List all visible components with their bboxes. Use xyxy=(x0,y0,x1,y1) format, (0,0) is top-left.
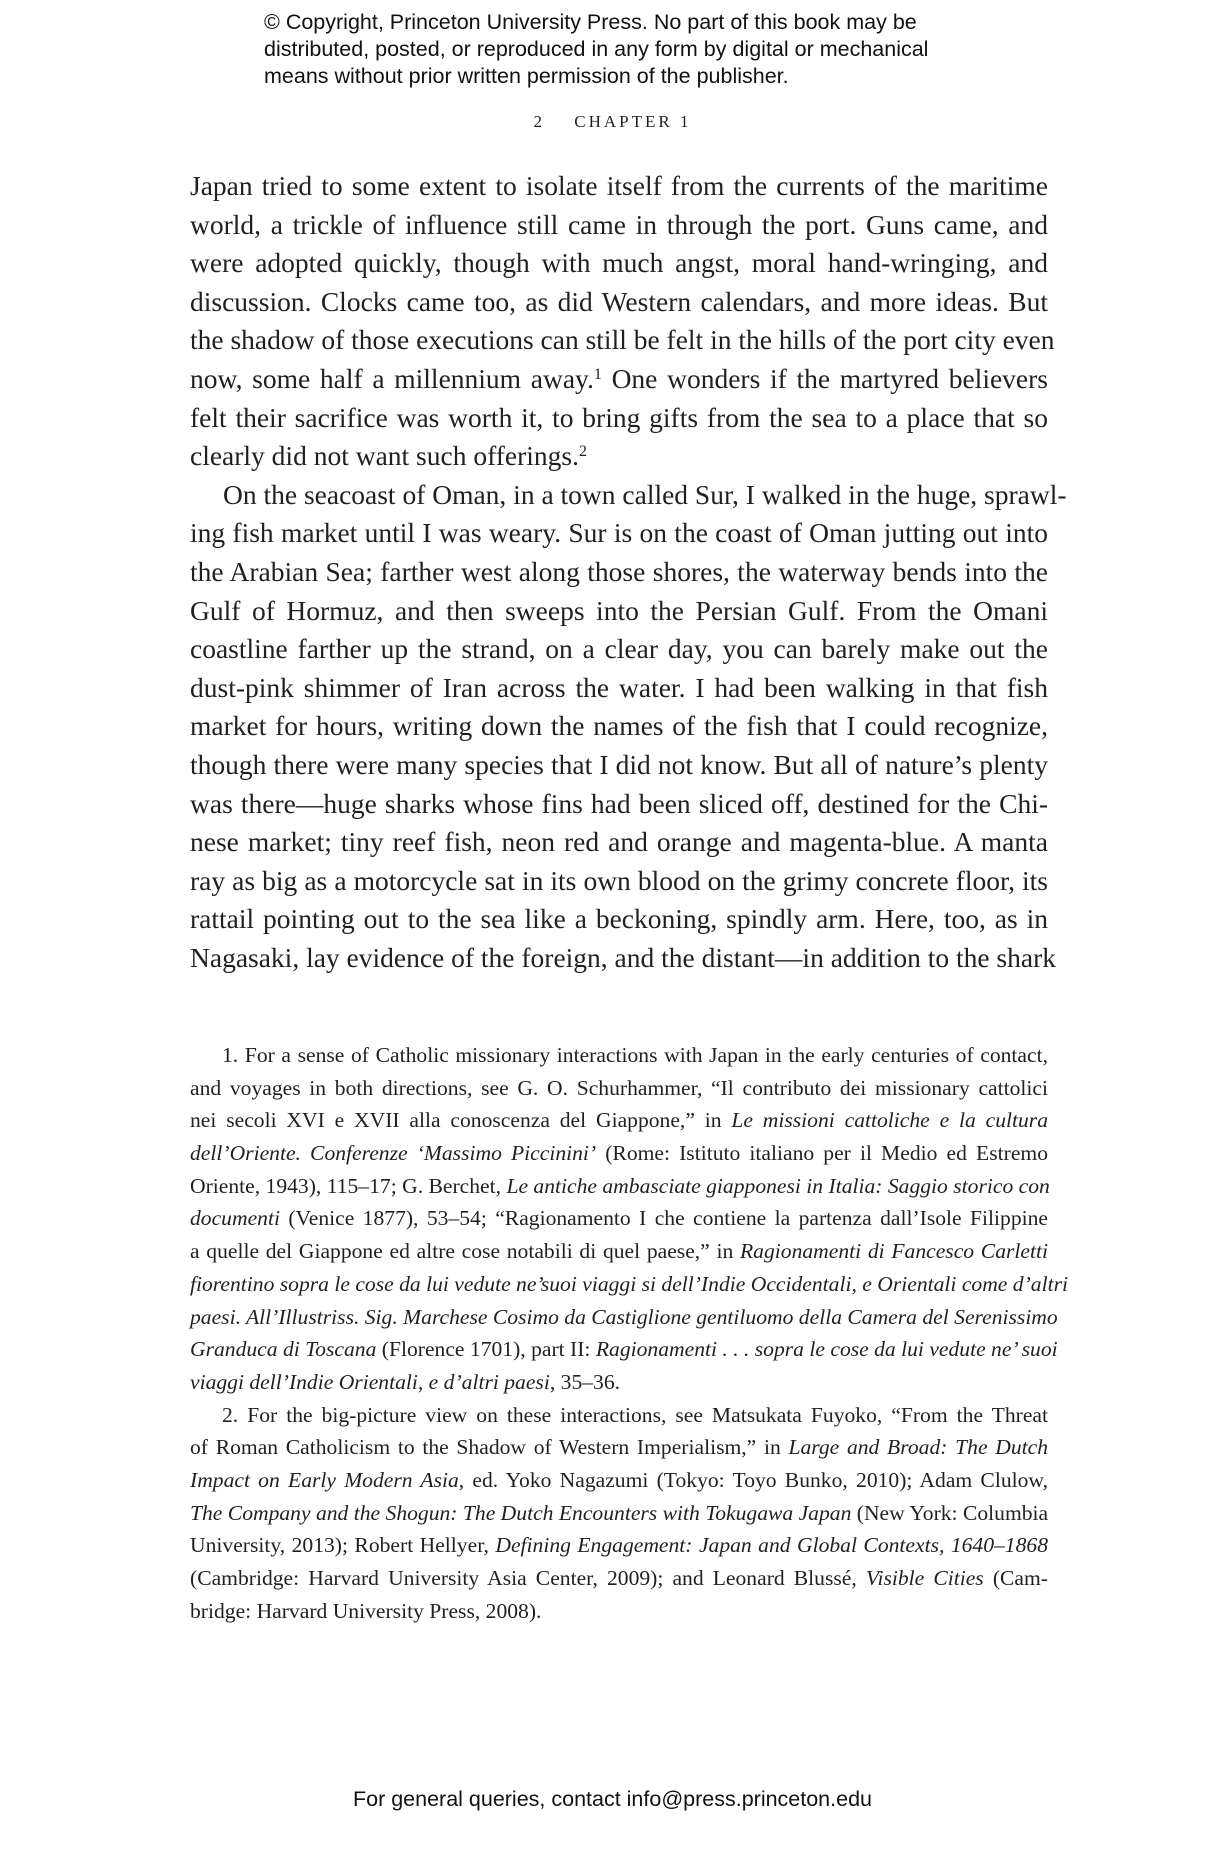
note-title: Granduca di Toscana xyxy=(190,1337,377,1362)
note-line xyxy=(190,1104,1048,1137)
chapter-label: CHAPTER 1 xyxy=(574,112,692,131)
text-line: was there—huge sharks whose fins had been sliced off, destined for the Chi- xyxy=(190,787,1048,819)
note-title: Visible Cities xyxy=(865,1566,984,1590)
footnote-ref-1[interactable]: 1 xyxy=(593,366,602,384)
note-line xyxy=(190,1333,1058,1366)
footnote-ref-2[interactable]: 2 xyxy=(578,443,587,461)
text-segment: clearly did not want such offerings. xyxy=(190,440,579,472)
text-line: dust-pink shimmer of Iran across the water. I had been walking in that fish xyxy=(190,671,1048,703)
note-line xyxy=(190,1529,1048,1562)
main-text xyxy=(190,167,1067,977)
note-segment: (Cam- xyxy=(983,1566,1048,1590)
note-segment: of Roman Catholicism to the Shadow of Western Imperialism,” in xyxy=(190,1435,789,1460)
note-segment: (New York: Columbia xyxy=(851,1500,1049,1525)
note-line: and voyages in both directions, see G. O. Schurhammer, “Il contributo dei missionary cattolici xyxy=(190,1075,1048,1100)
text-line: ing fish market until I was weary. Sur is on the coast of Oman jutting out into xyxy=(190,517,1048,549)
text-line: Gulf of Hormuz, and then sweeps into the Persian Gulf. From the Omani xyxy=(190,594,1048,626)
paragraph-1 xyxy=(190,167,1055,476)
footnotes xyxy=(190,1039,1068,1627)
text-line: Nagasaki, lay evidence of the foreign, and the distant—in addition to the shark xyxy=(190,941,1056,973)
note-segment: University, 2013); Robert Hellyer, xyxy=(190,1533,496,1558)
note-title: viaggi dell’Indie Orientali, e d’altri paesi xyxy=(190,1369,550,1394)
text-line: were adopted quickly, though with much angst, moral hand-wringing, and xyxy=(190,247,1048,279)
text-line: On the seacoast of Oman, in a town called Sur, I walked in the huge, sprawl- xyxy=(223,478,1067,510)
note-line xyxy=(190,1301,1058,1334)
note-title: Large and Broad: The Dutch xyxy=(788,1435,1049,1460)
note-line xyxy=(190,1235,1048,1268)
text-line: world, a trickle of influence still came in through the port. Guns came, and xyxy=(190,208,1048,240)
running-head xyxy=(0,112,1225,132)
note-title: Ragionamenti . . . sopra le cose da lui vedute ne’ suoi xyxy=(595,1337,1058,1362)
paragraph-2 xyxy=(190,476,1067,978)
note-segment: , 35–36. xyxy=(549,1369,621,1394)
note-segment: (Venice 1877), 53–54; “Ragionamento I che contiene la partenza dall’Isole Filippine xyxy=(279,1206,1048,1231)
note-line xyxy=(190,1464,1048,1497)
note-line xyxy=(190,1202,1048,1235)
copyright-line: © Copyright, Princeton University Press. No part of this book may be xyxy=(264,10,917,34)
note-segment: (Cambridge: Harvard University Asia Center, 2009); and Leonard Blussé, xyxy=(190,1566,866,1590)
note-line xyxy=(190,1562,1048,1595)
text-line: market for hours, writing down the names of the fish that I could recognize, xyxy=(190,710,1048,742)
note-segment: a quelle del Giappone ed altre cose notabili di quel paese,” in xyxy=(190,1239,740,1264)
text-line: felt their sacrifice was worth it, to bring gifts from the sea to a place that so xyxy=(190,401,1048,433)
text-line: the Arabian Sea; farther west along those shores, the waterway bends into the xyxy=(190,555,1048,587)
note-title: Le missioni cattoliche e la cultura xyxy=(731,1108,1048,1133)
note-segment: nei secoli XVI e XVII alla conoscenza del Giappone,” in xyxy=(190,1108,732,1133)
contact-footer: For general queries, contact info@press.princeton.edu xyxy=(352,1787,872,1811)
text-line xyxy=(190,360,1048,399)
footnote-2 xyxy=(190,1399,1048,1628)
text-line: ray as big as a motorcycle sat in its own blood on the grimy concrete floor, its xyxy=(190,864,1048,896)
note-line xyxy=(190,1431,1048,1464)
note-title: fiorentino sopra le cose da lui vedute ne’suoi viaggi si dell’Indie Occidentali, e Orientali come d’altri xyxy=(190,1271,1068,1296)
text-segment: now, some half a millennium away. xyxy=(190,362,594,394)
note-line: 2. For the big-picture view on these interactions, see Matsukata Fuyoko, “From the Threat xyxy=(222,1402,1048,1427)
copyright-line: distributed, posted, or reproduced in any form by digital or mechanical xyxy=(264,37,929,61)
note-line: bridge: Harvard University Press, 2008). xyxy=(190,1598,542,1623)
text-line: though there were many species that I did not know. But all of nature’s plenty xyxy=(190,748,1048,780)
copyright-notice xyxy=(264,9,1024,90)
text-line: nese market; tiny reef fish, neon red and orange and magenta-blue. A manta xyxy=(190,826,1048,858)
note-title: Le antiche ambasciate giapponesi in Italia: Saggio storico con xyxy=(506,1173,1050,1198)
text-line: Japan tried to some extent to isolate itself from the currents of the maritime xyxy=(190,170,1048,201)
note-line xyxy=(190,1497,1048,1530)
note-segment: , ed. Yoko Nagazumi (Tokyo: Toyo Bunko, 2010); Adam Clulow, xyxy=(458,1467,1049,1492)
note-line: 1. For a sense of Catholic missionary interactions with Japan in the early centuries of contact, xyxy=(222,1043,1048,1067)
note-line xyxy=(190,1170,1048,1203)
note-line xyxy=(190,1137,1048,1170)
note-segment: (Rome: Istituto italiano per il Medio ed Estremo xyxy=(596,1141,1048,1166)
copyright-line: means without prior written permission of the publisher. xyxy=(264,64,789,88)
note-title: dell’Oriente. Conferenze ‘Massimo Piccinini’ xyxy=(190,1141,597,1166)
note-title: paesi. All’Illustriss. Sig. Marchese Cosimo da Castiglione gentiluomo della Camera del Serenissimo xyxy=(190,1304,1058,1329)
note-segment: (Florence 1701), part II: xyxy=(376,1337,596,1362)
note-title: The Company and the Shogun: The Dutch Encounters with Tokugawa Japan xyxy=(190,1500,852,1525)
text-line: discussion. Clocks came too, as did Western calendars, and more ideas. But xyxy=(190,285,1048,317)
note-title: Ragionamenti di Fancesco Carletti xyxy=(739,1239,1048,1264)
text-line: coastline farther up the strand, on a clear day, you can barely make out the xyxy=(190,633,1048,665)
note-line xyxy=(190,1268,1068,1301)
page-number: 2 xyxy=(533,112,546,131)
text-segment: One wonders if the martyred believers xyxy=(601,362,1048,394)
text-line xyxy=(190,437,1048,476)
note-segment: Oriente, 1943), 115–17; G. Berchet, xyxy=(190,1173,507,1198)
text-line: rattail pointing out to the sea like a beckoning, spindly arm. Here, too, as in xyxy=(190,903,1048,935)
note-line xyxy=(190,1366,1048,1399)
note-title: Defining Engagement: Japan and Global Contexts, 1640–1868 xyxy=(495,1533,1048,1558)
note-title: Impact on Early Modern Asia xyxy=(190,1467,459,1492)
text-line: the shadow of those executions can still be felt in the hills of the port city even xyxy=(190,324,1055,356)
note-title: documenti xyxy=(190,1206,280,1231)
footnote-1 xyxy=(190,1039,1068,1399)
